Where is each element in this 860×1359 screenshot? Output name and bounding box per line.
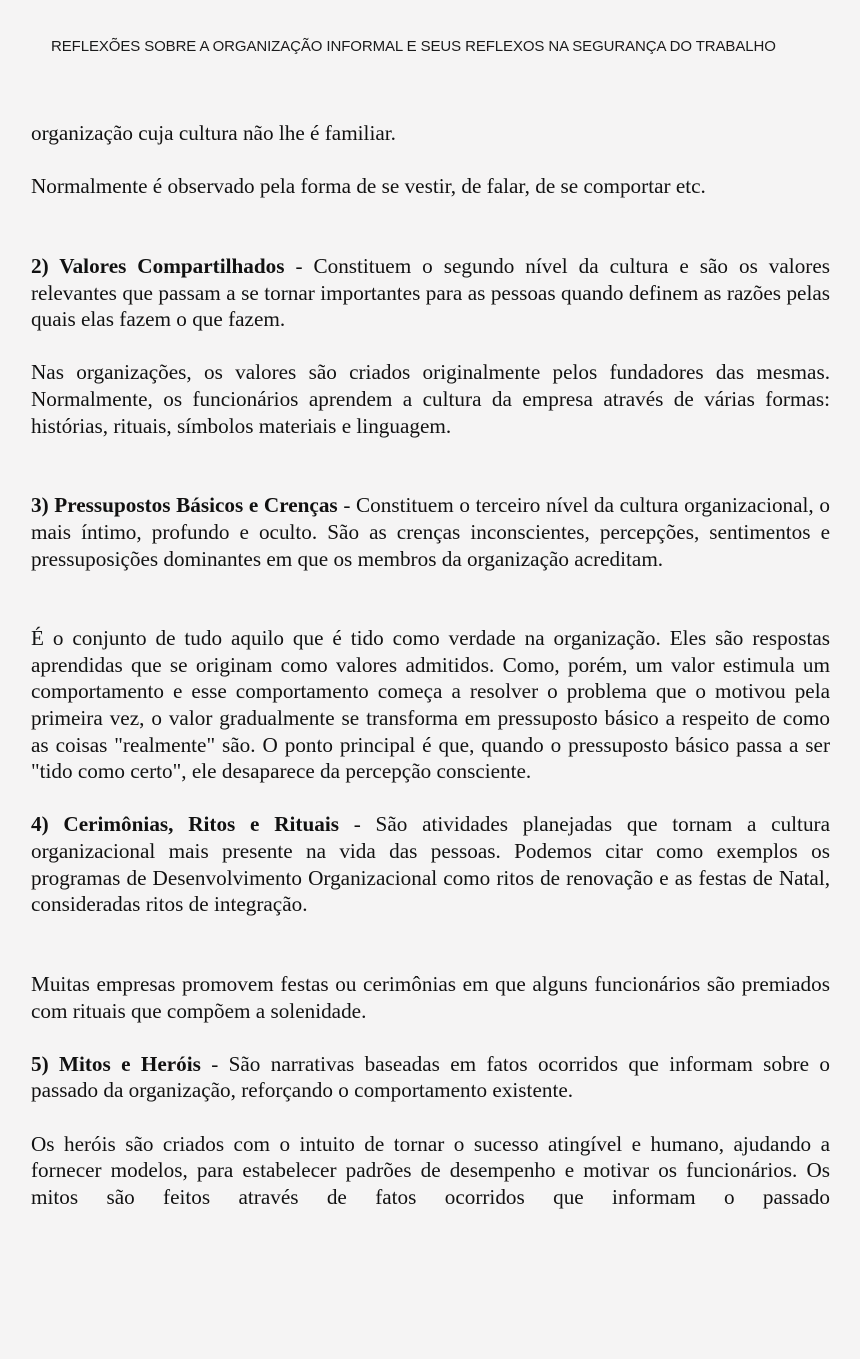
section-heading: 3) Pressupostos Básicos e Crenças [31,493,338,518]
section-myths-heroes [31,1051,830,1104]
section-text: - São atividades planejadas que tornam a cultura organizacional mais presente na vida das pessoas. Podemos citar como exemplos os programas de Desenvolvimento Organizacional como ritos de renovação e as festas de Natal, consideradas ritos de integração. [31,812,830,917]
section-text: - Constituem o terceiro nível da cultura organizacional, o mais íntimo, profundo e oculto. São as crenças inconscientes, percepções, sentimentos e pressuposições dominantes em que os membros da organização acreditam. [31,493,830,571]
section-ceremonies-rites [31,811,830,917]
paragraph-observation: Normalmente é observado pela forma de se vestir, de falar, de se comportar etc. [31,174,706,199]
document-body [31,120,830,1210]
section-heading: 4) Cerimônias, Ritos e Rituais [31,812,339,837]
section-basic-assumptions [31,492,830,572]
paragraph-company-parties: Muitas empresas promovem festas ou cerimônias em que alguns funcionários são premiados com rituais que compõem a solenidade. [31,972,830,1023]
paragraph-continuation: organização cuja cultura não lhe é familiar. [31,121,396,145]
section-text: - São narrativas baseadas em fatos ocorridos que informam sobre o passado da organização, reforçando o comportamento existente. [31,1051,830,1103]
paragraph-values-origin: Nas organizações, os valores são criados originalmente pelos fundadores das mesmas. Normalmente, os funcionários aprendem a cultura da empresa através de várias formas: histórias, rituais, símbolos materiais e linguagem. [31,360,830,438]
paragraph-assumptions-detail: É o conjunto de tudo aquilo que é tido como verdade na organização. Eles são respostas aprendidas que se originam como valores admitidos. Como, porém, um valor estimula um comportamento e esse comportamento começa a resolver o problema que o motivou pela primeira vez, o valor gradualmente se transforma em pressuposto básico a respeito de como as coisas "realmente" são. O ponto principal é que, quando o pressuposto básico passa a ser "tido como certo", ele desaparece da percepção consciente. [31,626,830,784]
running-header: REFLEXÕES SOBRE A ORGANIZAÇÃO INFORMAL E SEUS REFLEXOS NA SEGURANÇA DO TRABALHO [51,38,776,55]
section-heading: 2) Valores Compartilhados [31,253,285,278]
section-text: - Constituem o segundo nível da cultura e são os valores relevantes que passam a se tornar importantes para as pessoas quando definem as razões pelas quais elas fazem o que fazem. [31,253,830,332]
paragraph-heroes-myths: Os heróis são criados com o intuito de tornar o sucesso atingível e humano, ajudando a fornecer modelos, para estabelecer padrões de desempenho e motivar os funcionários. Os mitos são feitos através de fatos ocorridos que informam o passado [31,1131,830,1209]
section-shared-values [31,253,830,333]
section-heading: 5) Mitos e Heróis [31,1051,201,1076]
